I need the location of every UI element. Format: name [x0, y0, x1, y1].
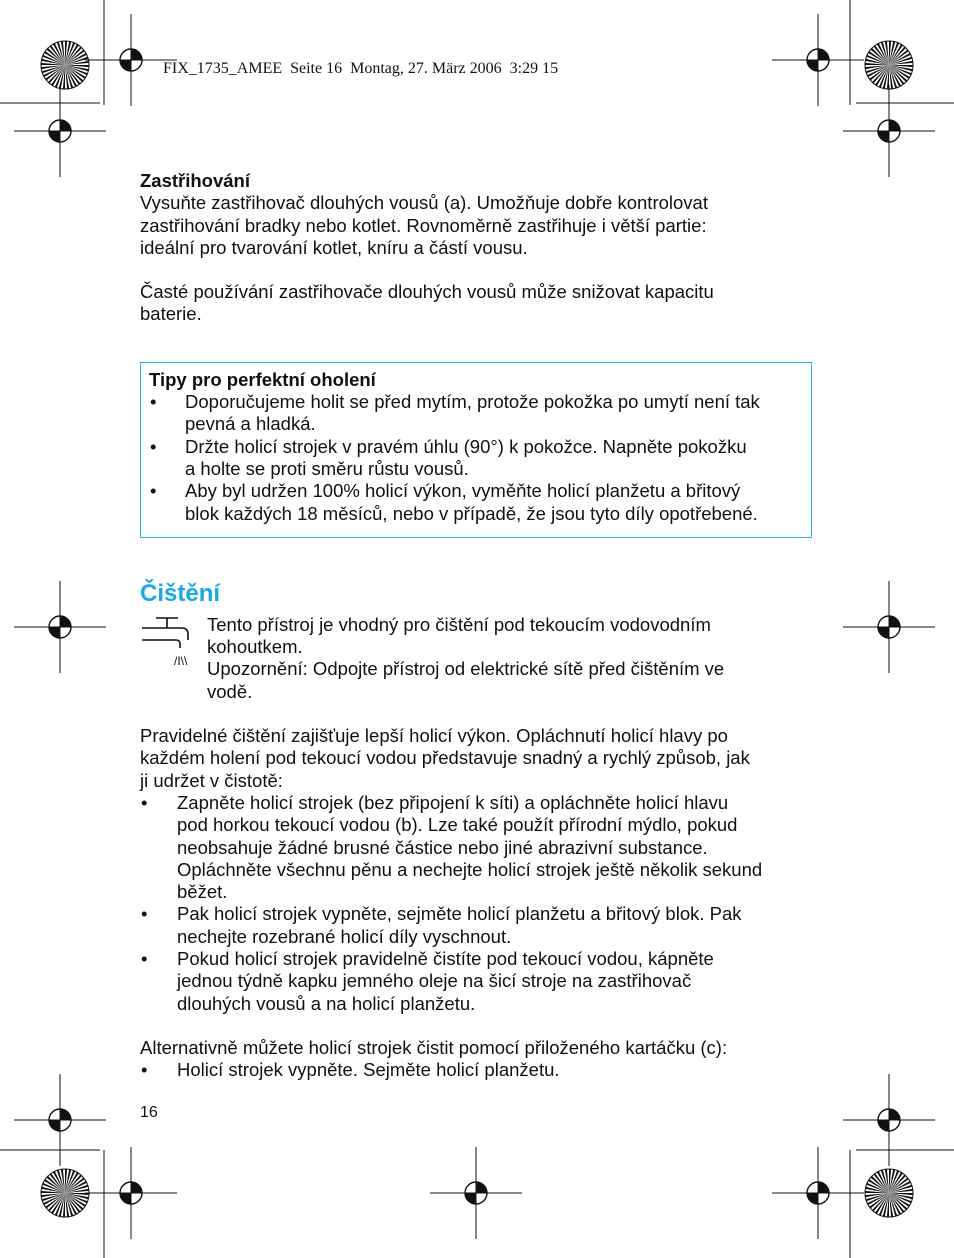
registration-quadrant: [476, 1182, 487, 1193]
registration-quadrant: [131, 1182, 142, 1193]
text-line: vodě.: [207, 680, 253, 702]
bullet-marker: •: [150, 435, 157, 457]
trimming-paragraph-2: [140, 281, 820, 326]
text-line: pevná a hladká.: [185, 413, 316, 435]
registration-quadrant: [120, 60, 131, 71]
text-line: baterie.: [140, 303, 202, 325]
text-line: Držte holicí strojek v pravém úhlu (90°) k pokožce. Napněte pokožku: [185, 435, 747, 457]
section-title-trimming: Zastřihování: [140, 170, 250, 191]
text-line: každém holení pod tekoucí vodou představuje snadný a rychlý způsob, jak: [140, 747, 750, 769]
page-content: [140, 170, 820, 1082]
text-line: dlouhých vousů a na holicí planžetu.: [177, 992, 476, 1014]
tips-list-item: [149, 391, 803, 436]
tap-icon-label: /I\\: [174, 653, 188, 668]
registration-quadrant: [807, 1193, 818, 1204]
bullet-marker: •: [150, 480, 157, 502]
bullet-marker: •: [141, 1059, 148, 1081]
registration-quadrant: [131, 49, 142, 60]
page-number: 16: [140, 1104, 158, 1121]
registration-quadrant: [878, 131, 889, 142]
text-line: Zapněte holicí strojek (bez připojení k síti) a opláchněte holicí hlavu: [177, 791, 729, 813]
registration-quadrant: [120, 1193, 131, 1204]
registration-quadrant: [889, 616, 900, 627]
tips-list-item: [149, 480, 803, 525]
registration-quadrant: [818, 1182, 829, 1193]
text-line: Pak holicí strojek vypněte, sejměte holicí planžetu a břitový blok. Pak: [177, 903, 742, 925]
bullet-marker: •: [141, 903, 148, 925]
text-line: Opláchněte všechnu pěnu a nechejte holicí strojek ještě několik sekund: [177, 858, 763, 880]
registration-quadrant: [465, 1193, 476, 1204]
trimming-paragraph-1: [140, 192, 820, 259]
text-line: Pravidelné čištění zajišťuje lepší holicí výkon. Opláchnutí holicí hlavy po: [140, 725, 728, 747]
text-line: Tento přístroj je vhodný pro čištění pod tekoucím vodovodním: [207, 613, 711, 635]
text-line: Vysuňte zastřihovač dlouhých vousů (a). Umožňuje dobře kontrolovat: [140, 192, 708, 214]
text-line: Časté používání zastřihovače dlouhých vousů může snižovat kapacitu: [140, 281, 714, 303]
text-line: Holicí strojek vypněte. Sejměte holicí planžetu.: [177, 1059, 560, 1081]
text-line: pod horkou tekoucí vodou (b). Lze také použít přírodní mýdlo, pokud: [177, 814, 738, 836]
cleaning-list-item: [140, 903, 820, 948]
registration-quadrant: [60, 1109, 71, 1120]
registration-quadrant: [818, 49, 829, 60]
section-title-cleaning: Čištění: [140, 579, 221, 607]
registration-quadrant: [49, 627, 60, 638]
registration-quadrant: [49, 1120, 60, 1131]
text-line: zastřihování bradky nebo kotlet. Rovnoměrně zastřihuje i větší partie:: [140, 214, 707, 236]
tap-water-notice: [140, 614, 820, 703]
cleaning-intro: [140, 725, 820, 792]
cleaning-alternative: Alternativně můžete holicí strojek čistit pomocí přiloženého kartáčku (c):: [140, 1036, 728, 1058]
text-line: ji udržet v čistotě:: [140, 769, 283, 791]
text-line: Upozornění: Odpojte přístroj od elektrické sítě před čištěním ve: [207, 658, 725, 680]
tips-title: Tipy pro perfektní oholení: [149, 368, 376, 390]
cleaning-list-item: [140, 948, 820, 1015]
water-tap-icon: [140, 614, 207, 703]
text-line: a holte se proti směru růstu vousů.: [185, 457, 469, 479]
registration-quadrant: [878, 1120, 889, 1131]
registration-quadrant: [60, 120, 71, 131]
text-line: nechejte rozebrané holicí díly vyschnout.: [177, 925, 512, 947]
text-line: ideální pro tvarování kotlet, kníru a částí vousu.: [140, 236, 528, 258]
tips-list-item: [149, 436, 803, 481]
bullet-marker: •: [141, 791, 148, 813]
text-line: Pokud holicí strojek pravidelně čistíte pod tekoucí vodou, kápněte: [177, 948, 714, 970]
text-line: Aby byl udržen 100% holicí výkon, vyměňte holicí planžetu a břitový: [185, 480, 741, 502]
text-line: kohoutkem.: [207, 636, 303, 658]
cleaning-alt-list-item: [140, 1059, 820, 1081]
print-slug: FIX_1735_AMEE Seite 16 Montag, 27. März 2006 3:29 15: [163, 60, 559, 77]
text-line: běžet.: [177, 881, 228, 903]
registration-quadrant: [60, 616, 71, 627]
text-line: blok každých 18 měsíců, nebo v případě, že jsou tyto díly opotřebené.: [185, 502, 758, 524]
bullet-marker: •: [141, 948, 148, 970]
tips-box: [140, 362, 812, 538]
cleaning-list-item: [140, 792, 820, 903]
registration-quadrant: [49, 131, 60, 142]
registration-quadrant: [807, 60, 818, 71]
bullet-marker: •: [150, 391, 157, 413]
registration-quadrant: [889, 120, 900, 131]
registration-quadrant: [878, 627, 889, 638]
text-line: jednou týdně kapku jemného oleje na šicí stroje na zastřihovač: [177, 970, 692, 992]
text-line: neobsahuje žádné brusné částice nebo jiné abrazivní substance.: [177, 836, 708, 858]
registration-quadrant: [889, 1109, 900, 1120]
text-line: Doporučujeme holit se před mytím, protože pokožka po umytí není tak: [185, 391, 760, 413]
